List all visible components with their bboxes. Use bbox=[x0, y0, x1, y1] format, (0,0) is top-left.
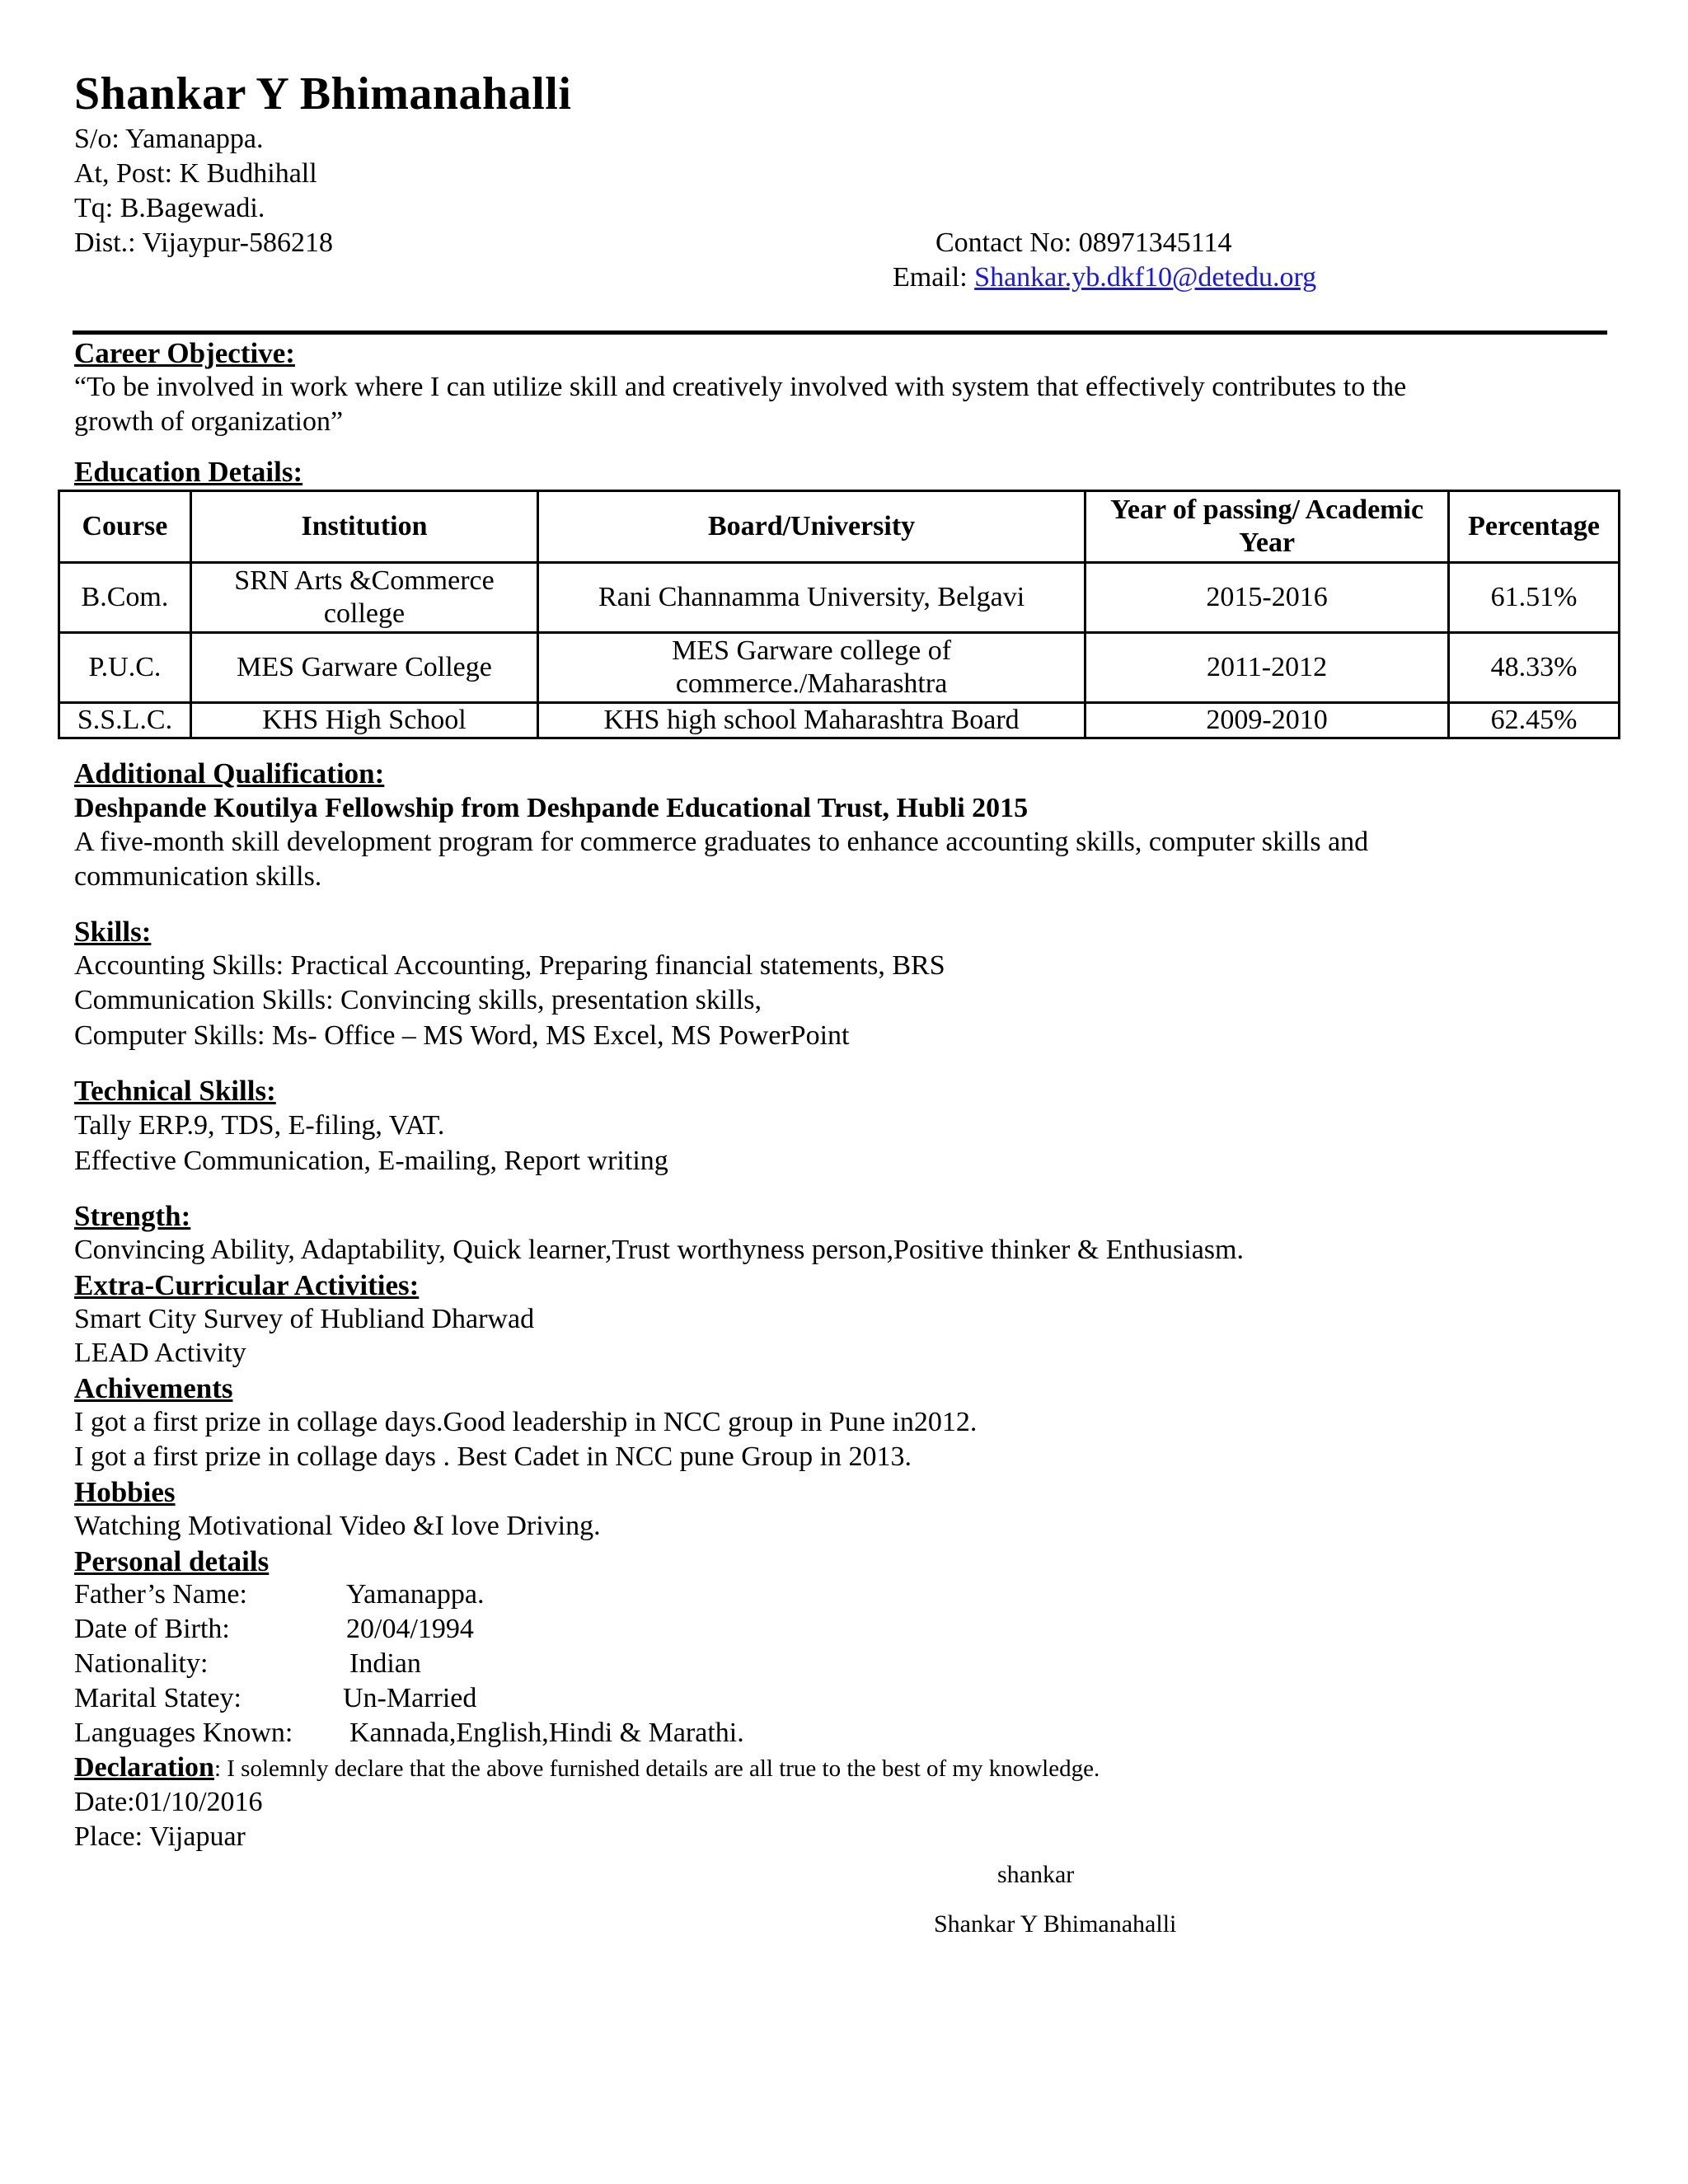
personal-value: Indian bbox=[349, 1648, 421, 1679]
email-link[interactable]: Shankar.yb.dkf10@detedu.org bbox=[974, 262, 1317, 293]
declaration-place: Place: Vijapuar bbox=[74, 1821, 246, 1852]
personal-value: 20/04/1994 bbox=[346, 1614, 474, 1644]
activity-line: Smart City Survey of Hubliand Dharwad bbox=[74, 1304, 535, 1334]
candidate-name: Shankar Y Bhimanahalli bbox=[74, 68, 572, 120]
skill-line: Accounting Skills: Practical Accounting, Preparing financial statements, BRS bbox=[74, 950, 945, 981]
column-header: Year of passing/ Academic Year bbox=[1085, 491, 1449, 563]
achievement-line: I got a first prize in collage days.Good leadership in NCC group in Pune in2012. bbox=[74, 1407, 978, 1437]
cell-course: P.U.C. bbox=[59, 633, 191, 703]
email-label: Email: bbox=[893, 262, 975, 293]
declaration-text: : I solemnly declare that the above furnished details are all true to the best of my knowledge. bbox=[213, 1755, 1100, 1782]
column-header: Course bbox=[59, 491, 191, 563]
signature: shankar bbox=[997, 1861, 1075, 1888]
table-row bbox=[59, 703, 1620, 738]
cell-institution: MES Garware College bbox=[190, 633, 537, 703]
cell-institution: SRN Arts &Commerce college bbox=[190, 563, 537, 633]
cell-board: Rani Channamma University, Belgavi bbox=[538, 563, 1085, 633]
declaration-row bbox=[74, 1750, 1100, 1786]
address-line: Dist.: Vijaypur-586218 bbox=[74, 227, 333, 258]
skills-heading: Skills: bbox=[74, 916, 152, 948]
declaration-heading: Declaration bbox=[74, 1752, 214, 1783]
personal-value: Yamanappa. bbox=[346, 1579, 485, 1610]
cell-course: S.S.L.C. bbox=[59, 703, 191, 738]
personal-label: Nationality: bbox=[74, 1648, 209, 1679]
additional-qualification-heading: Additional Qualification: bbox=[74, 757, 385, 790]
fellowship-description: A five-month skill development program for commerce graduates to enhance accounting skills, computer skills and bbox=[74, 827, 1369, 857]
cell-year: 2015-2016 bbox=[1085, 563, 1449, 633]
email-row bbox=[893, 260, 1316, 295]
fellowship-title: Deshpande Koutilya Fellowship from Deshpande Educational Trust, Hubli 2015 bbox=[74, 793, 1029, 823]
cell-percentage: 61.51% bbox=[1449, 563, 1620, 633]
technical-skills-heading: Technical Skills: bbox=[74, 1075, 276, 1107]
cell-year: 2009-2010 bbox=[1085, 703, 1449, 738]
signatory-name: Shankar Y Bhimanahalli bbox=[934, 1910, 1177, 1938]
personal-details-heading: Personal details bbox=[74, 1545, 270, 1577]
personal-label: Languages Known: bbox=[74, 1718, 293, 1748]
cell-board: MES Garware college of commerce./Maharashtra bbox=[538, 633, 1085, 703]
address-line: At, Post: K Budhihall bbox=[74, 158, 317, 189]
table-header-row bbox=[59, 491, 1620, 563]
cell-course: B.Com. bbox=[59, 563, 191, 633]
table-row bbox=[59, 633, 1620, 703]
column-header: Institution bbox=[190, 491, 537, 563]
hobbies-heading: Hobbies bbox=[74, 1476, 176, 1508]
career-objective-heading: Career Objective: bbox=[74, 337, 295, 369]
career-objective-text: “To be involved in work where I can utilize skill and creatively involved with system that effectively contributes to the bbox=[74, 372, 1407, 402]
achievement-line: I got a first prize in collage days . Best Cadet in NCC pune Group in 2013. bbox=[74, 1441, 912, 1472]
column-header: Board/University bbox=[538, 491, 1085, 563]
extra-curricular-heading: Extra-Curricular Activities: bbox=[74, 1269, 420, 1301]
personal-label: Marital Statey: bbox=[74, 1683, 242, 1713]
cell-percentage: 48.33% bbox=[1449, 633, 1620, 703]
career-objective-text: growth of organization” bbox=[74, 406, 344, 437]
personal-label: Father’s Name: bbox=[74, 1579, 247, 1610]
header-divider bbox=[73, 330, 1607, 335]
skill-line: Computer Skills: Ms- Office – MS Word, MS Excel, MS PowerPoint bbox=[74, 1020, 850, 1051]
table-row bbox=[59, 563, 1620, 633]
cell-year: 2011-2012 bbox=[1085, 633, 1449, 703]
personal-value: Un-Married bbox=[343, 1683, 477, 1713]
cell-institution: KHS High School bbox=[190, 703, 537, 738]
fellowship-description: communication skills. bbox=[74, 861, 322, 892]
declaration-date: Date:01/10/2016 bbox=[74, 1787, 263, 1817]
personal-value: Kannada,English,Hindi & Marathi. bbox=[349, 1718, 744, 1748]
hobbies-text: Watching Motivational Video &I love Driving. bbox=[74, 1511, 601, 1541]
strength-heading: Strength: bbox=[74, 1200, 191, 1232]
education-heading: Education Details: bbox=[74, 456, 303, 488]
technical-skill-line: Tally ERP.9, TDS, E-filing, VAT. bbox=[74, 1110, 445, 1141]
address-line: S/o: Yamanappa. bbox=[74, 124, 264, 154]
strength-text: Convincing Ability, Adaptability, Quick learner,Trust worthyness person,Positive thinker & Enthusiasm. bbox=[74, 1235, 1244, 1265]
technical-skill-line: Effective Communication, E-mailing, Report writing bbox=[74, 1146, 668, 1176]
education-table bbox=[58, 490, 1620, 739]
skill-line: Communication Skills: Convincing skills, presentation skills, bbox=[74, 985, 762, 1015]
cell-board: KHS high school Maharashtra Board bbox=[538, 703, 1085, 738]
address-line: Tq: B.Bagewadi. bbox=[74, 193, 265, 223]
cell-percentage: 62.45% bbox=[1449, 703, 1620, 738]
achievements-heading: Achivements bbox=[74, 1372, 233, 1404]
activity-line: LEAD Activity bbox=[74, 1338, 246, 1368]
contact-number: Contact No: 08971345114 bbox=[935, 227, 1232, 258]
column-header: Percentage bbox=[1449, 491, 1620, 563]
personal-label: Date of Birth: bbox=[74, 1614, 230, 1644]
